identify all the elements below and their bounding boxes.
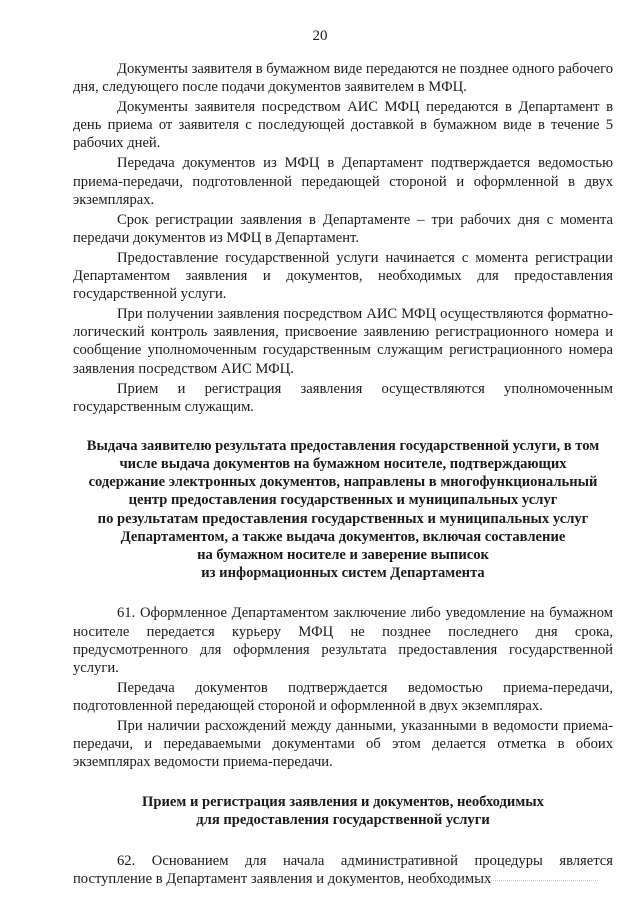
paragraph: При получении заявления посредством АИС МФЦ осуществляются форматно-логический контроль заявления, присвоение заявлению регистрационного номера и сообщение уполномоченным государственным служащим регистрационного номера заявления посредством АИС МФЦ. — [73, 306, 613, 377]
section-heading — [73, 437, 613, 583]
paragraph: Срок регистрации заявления в Департаменте – три рабочих дня с момента передачи документов из МФЦ в Департамент. — [73, 211, 613, 246]
section-heading — [73, 793, 613, 829]
heading-line: по результатам предоставления государственных и муниципальных услуг — [97, 510, 589, 527]
scan-artifact-dots — [448, 879, 598, 881]
paragraph: Документы заявителя посредством АИС МФЦ передаются в Департамент в день приема от заявителя с последующей доставкой в бумажном виде в течение 5 рабочих дней. — [73, 99, 613, 152]
heading-line: числе выдача документов на бумажном носителе, подтверждающих — [119, 455, 567, 472]
heading-line: из информационных систем Департамента — [201, 565, 485, 582]
heading-line: центр предоставления государственных и муниципальных услуг — [128, 492, 558, 509]
document-body — [73, 60, 613, 888]
heading-line: на бумажном носителе и заверение выписок — [197, 547, 489, 563]
paragraph: 61. Оформленное Департаментом заключение либо уведомление на бумажном носителе передается курьеру МФЦ не позднее последнего дня срока, предусмотренного для оформления результата предоставления государственной услуги. — [73, 605, 613, 676]
paragraph: Передача документов подтверждается ведомостью приема-передачи, подготовленной передающей стороной и оформленной в двух экземплярах. — [73, 679, 613, 714]
heading-line: содержание электронных документов, направлены в многофункциональный — [88, 474, 598, 491]
paragraph: Предоставление государственной услуги начинается с момента регистрации Департаментом заявления и документов, необходимых для предоставления государственной услуги. — [73, 249, 613, 303]
heading-line: Выдача заявителю результата предоставления государственной услуги, в том — [86, 437, 600, 454]
heading-line: Прием и регистрация заявления и документов, необходимых — [142, 794, 544, 811]
page-number: 20 — [312, 28, 328, 44]
heading-line: Департаментом, а также выдача документов, включая составление — [120, 528, 566, 545]
heading-line: для предоставления государственной услуги — [196, 812, 490, 829]
paragraph: При наличии расхождений между данными, указанными в ведомости приема-передачи, и передаваемыми документами об этом делается отметка в обоих экземплярах ведомости приема-передачи. — [73, 717, 613, 771]
paragraph: Прием и регистрация заявления осуществляются уполномоченным государственным служащим. — [73, 380, 613, 415]
paragraph: Документы заявителя в бумажном виде передаются не позднее одного рабочего дня, следующего после подачи документов заявителем в МФЦ. — [73, 61, 614, 96]
paragraph: Передача документов из МФЦ в Департамент подтверждается ведомостью приема-передачи, подготовленной передающей стороной и оформленной в двух экземплярах. — [73, 155, 613, 208]
paragraph: 62. Основанием для начала административной процедуры является поступление в Департамент заявления и документов, необходимых — [73, 852, 613, 887]
